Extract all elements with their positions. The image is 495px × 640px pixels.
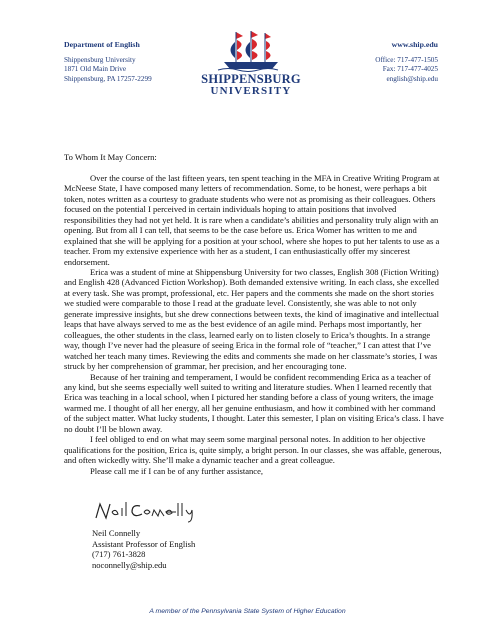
- letter-body: [64, 152, 444, 476]
- university-logo: [196, 30, 306, 96]
- university-name: Shippensburg University: [64, 55, 136, 64]
- sailing-ship-icon: [196, 30, 306, 72]
- signer-title: Assistant Professor of English: [92, 538, 196, 549]
- website: www.ship.edu: [391, 40, 438, 49]
- salutation: To Whom It May Concern:: [64, 152, 157, 162]
- signature-block: [92, 528, 195, 570]
- city-state-zip: Shippensburg, PA 17257-2299: [64, 74, 152, 83]
- letterhead-right: [375, 40, 438, 84]
- street-address: 1871 Old Main Drive: [64, 65, 127, 74]
- department-email: english@ship.edu: [386, 74, 438, 83]
- letterhead-left: [64, 40, 152, 84]
- signer-phone: (717) 761-3828: [92, 549, 146, 559]
- logo-wordmark-top: SHIPPENSBURG: [201, 72, 301, 86]
- closing-line: Please call me if I can be of any further assistance,: [90, 465, 263, 476]
- paragraph: Erica was a student of mine at Shippensburg University for two classes, English 308 (Fiction Writing) and English 428 (Advanced Fiction Workshop). Both demanded extensive writing. In each class, she excelled at every task. She was prompt, professional, etc. Her papers and the comments she made on the short stories we studied were comparable to those I read at the graduate level. Consistently, she was able to not only generate impressive insights, but she drew connections between texts, the kind of imaginative and intellectual leaps that have always served to me as the best evidence of an agile mind. Perhaps most importantly, her colleagues, the other students in the class, learned early on to listen closely to Erica’s thoughts. In a strange way, though I’ve never had the pleasure of seeing Erica in the formal role of “teacher,” I can attest that I’ve watched her teach many times. Reviewing the edits and comments she made on her classmate’s stories, I was struck by her comprehension of grammar, her precision, and her encouraging tone.: [64, 267, 440, 372]
- logo-wordmark-bottom: UNIVERSITY: [210, 85, 292, 97]
- office-phone: Office: 717-477-1505: [375, 55, 438, 64]
- signer-email: noconnelly@ship.edu: [92, 559, 167, 570]
- fax-number: Fax: 717-477-4025: [382, 65, 438, 74]
- paragraph: Over the course of the last fifteen years, ten spent teaching in the MFA in Creative Writing Program at McNeese State, I have composed many letters of recommendation. Some, to be honest, were perhaps a bit token, notes written as a courtesy to graduate students who were not as promising as their colleagues. Others focused on the potential I perceived in certain individuals hoping to attain positions that involved responsibilities they had not yet held. It is rare when a candidate’s abilities and personality truly align with an opening. But from all I can tell, that seems to be the case before us. Erica Womer has written to me and explained that she will be applying for a position at your school, where she hopes to put her talents to use as a teacher. From my extensive experience with her as a student, I can enthusiastically offer my sincerest endorsement.: [64, 172, 440, 267]
- paragraph: Because of her training and temperament, I would be confident recommending Erica as a teacher of any kind, but she seems especially well suited to writing and literature studies. When I learned recently that Erica was teaching in a local school, when I pictured her standing before a class of young writers, the image warmed me. I thought of all her energy, all her genuine enthusiasm, and how it combined with her command of the subject matter. What lucky students, I thought. Later this semester, I plan on visiting Erica’s class. I have no doubt I’ll be blown away.: [64, 371, 444, 434]
- handwritten-signature: [92, 500, 212, 524]
- paragraph: I feel obliged to end on what may seem some marginal personal notes. In addition to her objective qualifications for the position, Erica is, quite simply, a bright person. In our classes, she was affable, generous, and often wickedly witty. She’ll make a dynamic teacher and a great colleague.: [64, 434, 442, 466]
- signer-name: Neil Connelly: [92, 528, 141, 538]
- footer-text: A member of the Pennsylvania State System of Higher Education: [149, 608, 346, 615]
- department-name: Department of English: [64, 40, 140, 49]
